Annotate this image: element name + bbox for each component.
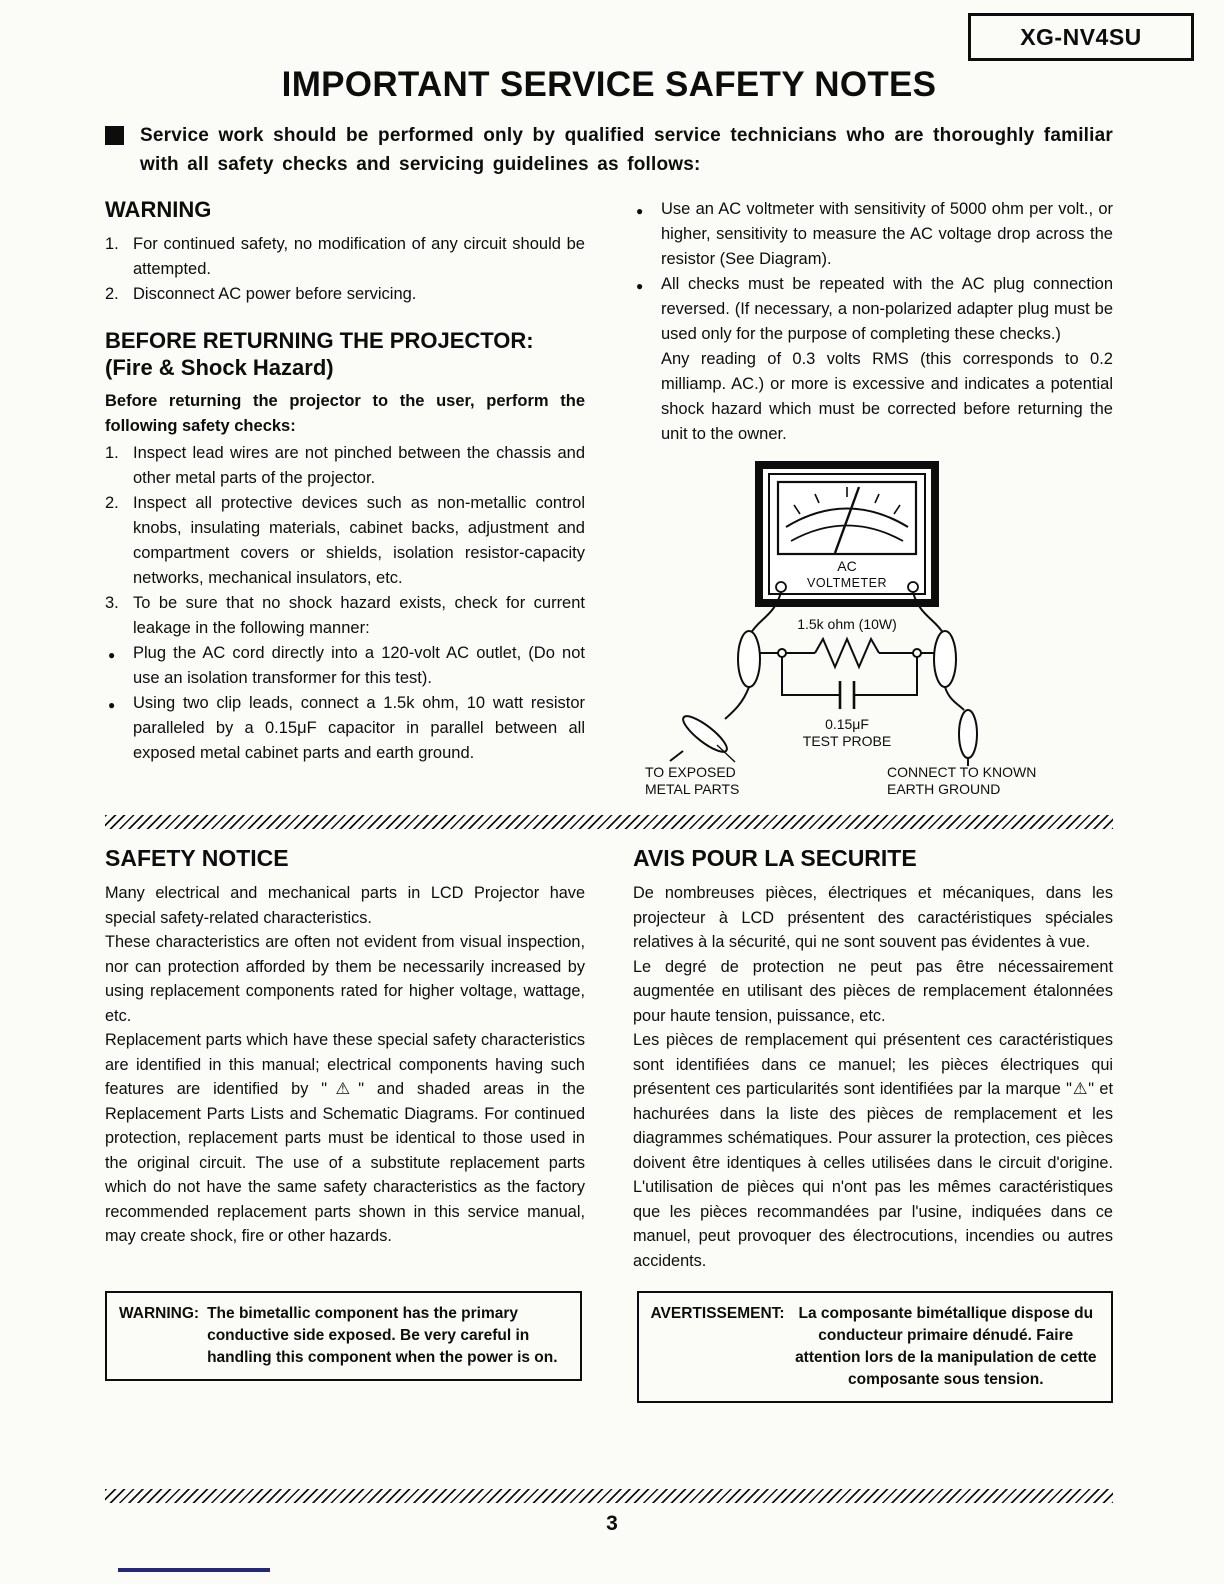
item-text: Inspect all protective devices such as non-metallic control knobs, insulating materials, cabinet backs, adjustment and compartment covers or shields, isolation resistor-capacity networks, mechanical insulators, etc. xyxy=(133,494,585,587)
avis-securite-column xyxy=(633,845,1113,1273)
meter-label-ac: AC xyxy=(837,558,857,574)
capacitor-symbol xyxy=(840,681,854,709)
warning-column xyxy=(105,197,585,801)
hatched-divider-bottom xyxy=(105,1489,1113,1503)
right-lead-label-line1: CONNECT TO KNOWN xyxy=(887,764,1037,780)
bullet-icon xyxy=(105,641,133,691)
bullet-item xyxy=(105,691,585,766)
warning-box-text: La composante bimétallique dispose du conducteur primaire dénudé. Faire attention lors de la manipulation de cette composante sous tension. xyxy=(795,1305,1097,1388)
top-columns xyxy=(105,197,1113,801)
list-item xyxy=(105,282,585,307)
avis-paragraph: Le degré de protection ne peut pas être nécessairement augmentée en utilisant des pièces de remplacement étalonnées pour haute tension, puissance, etc. xyxy=(633,957,1113,1025)
bullet-item xyxy=(633,197,1113,272)
heading-line: BEFORE RETURNING THE PROJECTOR: xyxy=(105,328,534,353)
notice-columns xyxy=(105,845,1113,1273)
list-item xyxy=(105,591,585,641)
checks-column xyxy=(633,197,1113,801)
item-number: 2. xyxy=(105,494,119,512)
resistor-label: 1.5k ohm (10W) xyxy=(797,616,897,632)
hatched-divider-top xyxy=(105,815,1113,829)
bullet-text: All checks must be repeated with the AC plug connection reversed. (If necessary, a non-polarized adapter plug must be used only for the purpose of completing these checks.) xyxy=(661,275,1113,343)
bimetallic-warning-box-fr xyxy=(637,1291,1114,1403)
test-probe-tip xyxy=(670,751,683,761)
item-number: 1. xyxy=(105,235,119,253)
list-item xyxy=(105,491,585,591)
before-returning-heading xyxy=(105,327,585,381)
circuit-node-right xyxy=(913,649,921,657)
meter-label-voltmeter: VOLTMETER xyxy=(807,576,887,590)
bullet-text: Plug the AC cord directly into a 120-volt AC outlet, (Do not use an isolation transformer for this test). xyxy=(133,644,585,687)
capacitor-branch-wire xyxy=(782,657,917,695)
item-number: 1. xyxy=(105,444,119,462)
safety-notice-paragraph: These characteristics are often not evident from visual inspection, nor can protection afforded by them be necessarily increased by using replacement components rated for higher voltage, wattage, etc. xyxy=(105,933,585,1025)
footer-rule xyxy=(118,1568,270,1572)
probe-plug-left xyxy=(738,631,760,687)
warning-box-label: AVERTISSEMENT: xyxy=(650,1305,785,1322)
probe-plug-right xyxy=(934,631,956,687)
bimetallic-warning-box-en xyxy=(105,1291,582,1381)
item-text: For continued safety, no modification of any circuit should be attempted. xyxy=(133,235,585,278)
list-item xyxy=(105,441,585,491)
bullet-text: Use an AC voltmeter with sensitivity of 5000 ohm per volt., or higher, sensitivity to measure the AC voltage drop across the resistor (See Diagram). xyxy=(661,200,1113,268)
avis-paragraph: De nombreuses pièces, électriques et mécaniques, dans les projecteur à LCD présentent des caractéristiques spéciales relatives à la sécurité, qui ne sont souvent pas évidentes à vue. xyxy=(633,884,1113,951)
item-number: 2. xyxy=(105,285,119,303)
avis-paragraph: Les pièces de remplacement qui présentent ces caractéristiques sont identifiées dans ce manuel; les pièces électriques qui présentent ces particularités sont identifiées par la marque "⚠" et hachurées dans la liste des pièces de remplacement et les diagrammes schématiques. Pour assurer la protection, ces pièces doivent être identiques à celles utilisées dans le circuit d'origine. L'utilisation de pièces qui n'ont pas les mêmes caractéristiques que les pièces recommandées par l'usine, indiquées dans ce manuel, peut provoquer des électrocutions, incendies ou autres accidents. xyxy=(633,1031,1113,1270)
meter-terminal-right xyxy=(908,582,918,592)
ground-lead-body xyxy=(959,710,977,758)
warning-heading: WARNING xyxy=(105,197,212,222)
model-number: XG-NV4SU xyxy=(1020,23,1142,50)
bullet-icon xyxy=(105,691,133,766)
item-text: Disconnect AC power before servicing. xyxy=(133,285,417,303)
bullet-icon xyxy=(633,272,661,347)
page-title: IMPORTANT SERVICE SAFETY NOTES xyxy=(281,65,937,104)
bullet-icon xyxy=(633,197,661,272)
right-lead-label-line2: EARTH GROUND xyxy=(887,781,1001,797)
bullet-item xyxy=(105,641,585,691)
bullet-item xyxy=(633,272,1113,347)
ground-lead-wire xyxy=(945,687,964,710)
intro-note xyxy=(105,121,1113,179)
circuit-node-left xyxy=(778,649,786,657)
square-bullet-icon xyxy=(105,126,124,145)
left-lead-label-line1: TO EXPOSED xyxy=(645,764,736,780)
item-text: Inspect lead wires are not pinched between the chassis and other metal parts of the projector. xyxy=(133,444,585,487)
bullet-text: Using two clip leads, connect a 1.5k ohm, 10 watt resistor paralleled by a 0.15μF capacitor in parallel between all exposed metal cabinet parts and earth ground. xyxy=(133,694,585,762)
page-number: 3 xyxy=(606,1512,618,1535)
heading-line: (Fire & Shock Hazard) xyxy=(105,355,334,380)
safety-checks-subheading: Before returning the projector to the user, perform the following safety checks: xyxy=(105,392,585,435)
warning-boxes-row xyxy=(105,1291,1113,1403)
resistor-symbol xyxy=(815,639,879,667)
item-number: 3. xyxy=(105,594,119,612)
model-number-badge xyxy=(968,13,1194,61)
reading-paragraph: Any reading of 0.3 volts RMS (this corresponds to 0.2 milliamp. AC.) or more is excessive and indicates a potential shock hazard which must be corrected before returning the unit to the owner. xyxy=(661,350,1113,443)
voltmeter-circuit-diagram xyxy=(637,457,1097,801)
safety-notice-paragraph: Replacement parts which have these special safety characteristics are identified in this manual; electrical components having such features are identified by "⚠" and shaded areas in the Replacement Parts Lists and Schematic Diagrams. For continued protection, replacement parts must be identical to those used in the original circuit. The use of a substitute replacement parts which do not have the same safety characteristics as the factory recommended replacement parts shown in this service manual, may create shock, fire or other hazards. xyxy=(105,1031,585,1245)
left-lead-label-line2: METAL PARTS xyxy=(645,781,740,797)
avis-heading: AVIS POUR LA SECURITE xyxy=(633,845,917,871)
warning-box-text: The bimetallic component has the primary conductive side exposed. Be very careful in handling this component when the power is on. xyxy=(207,1305,558,1366)
capacitor-label: 0.15μF xyxy=(825,716,869,732)
ac-voltmeter xyxy=(759,465,935,603)
test-probe-wire xyxy=(725,687,749,719)
test-probe-label: TEST PROBE xyxy=(802,733,892,749)
meter-terminal-left xyxy=(776,582,786,592)
item-text: To be sure that no shock hazard exists, check for current leakage in the following manner: xyxy=(133,594,585,637)
intro-text: Service work should be performed only by qualified service technicians who are thoroughly familiar with all safety checks and servicing guidelines as follows: xyxy=(140,125,1113,175)
safety-notice-column xyxy=(105,845,585,1273)
list-item xyxy=(105,232,585,282)
safety-notice-heading: SAFETY NOTICE xyxy=(105,845,289,871)
warning-box-label: WARNING: xyxy=(119,1305,200,1322)
safety-notice-paragraph: Many electrical and mechanical parts in LCD Projector have special safety-related characteristics. xyxy=(105,884,585,927)
